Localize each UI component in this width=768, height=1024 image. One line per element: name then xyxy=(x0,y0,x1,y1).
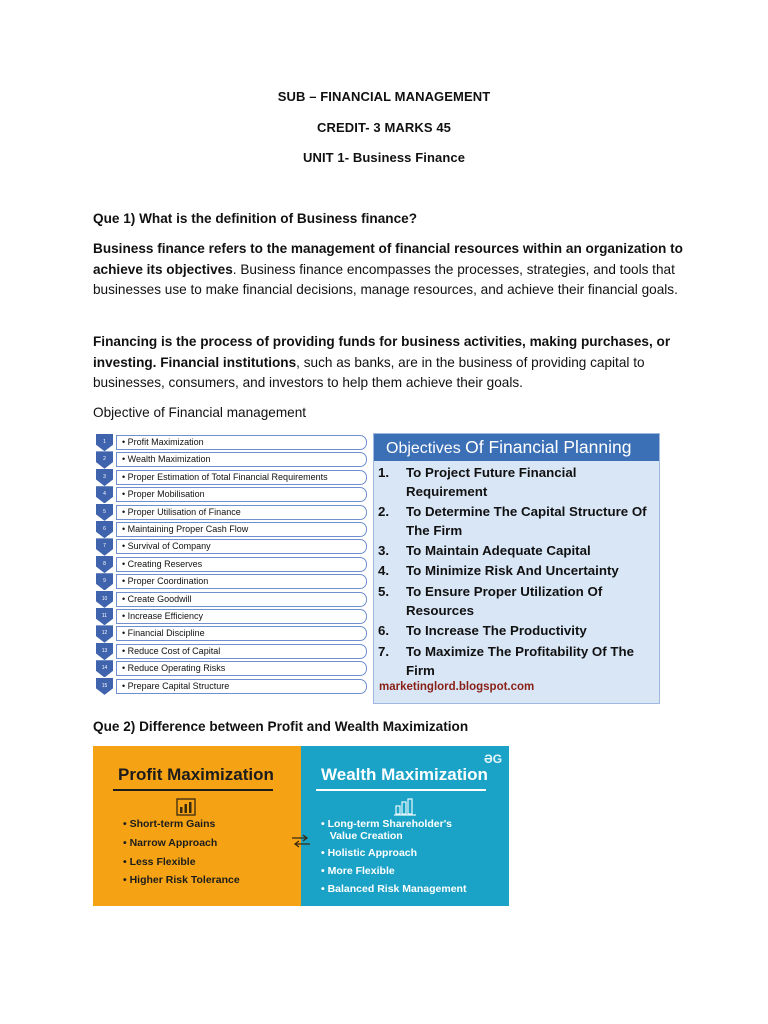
planning-item-number: 1. xyxy=(378,465,390,480)
planning-item-text: To Determine The Capital Structure Of The Firm xyxy=(406,504,647,538)
objective-label: • Proper Estimation of Total Financial Requirements xyxy=(116,470,367,485)
planning-item-number: 5. xyxy=(378,584,390,599)
planning-item-text: To Maintain Adequate Capital xyxy=(406,543,591,558)
planning-item-number: 7. xyxy=(378,644,390,659)
objective-label: • Reduce Operating Risks xyxy=(116,661,367,676)
objective-label: • Increase Efficiency xyxy=(116,609,367,624)
objective-row xyxy=(93,538,370,555)
objective-label: • Proper Mobilisation xyxy=(116,487,367,502)
wealth-maximization-title: Wealth Maximization xyxy=(321,765,488,784)
objective-number: 6 xyxy=(103,526,106,532)
building-chart-icon xyxy=(394,798,416,819)
wealth-item: Value Creation xyxy=(321,830,403,842)
planning-item-number: 6. xyxy=(378,623,390,638)
objective-number: 1 xyxy=(103,439,106,445)
wealth-item: • Holistic Approach xyxy=(321,847,418,859)
planning-title-big: Of Financial Planning xyxy=(465,437,632,457)
objective-label: • Wealth Maximization xyxy=(116,452,367,467)
gfg-logo: ƏG xyxy=(484,752,503,766)
credit-marks: CREDIT- 3 MARKS 45 xyxy=(317,120,451,135)
planning-item-number: 4. xyxy=(378,563,390,578)
objective-label: • Financial Discipline xyxy=(116,626,367,641)
wealth-maximization-column xyxy=(301,746,509,906)
objective-number: 13 xyxy=(101,647,108,654)
objectives-list-figure xyxy=(93,434,370,702)
profit-item: • Higher Risk Tolerance xyxy=(123,874,240,886)
objective-row xyxy=(93,591,370,608)
unit-title: UNIT 1- Business Finance xyxy=(302,150,466,165)
objective-label: • Survival of Company xyxy=(116,539,367,554)
planning-item-number: 3. xyxy=(378,543,390,558)
objective-label: • Maintaining Proper Cash Flow xyxy=(116,522,367,537)
objective-row xyxy=(93,451,370,468)
objective-row xyxy=(93,434,370,451)
objective-row xyxy=(93,625,370,642)
question-2: Que 2) Difference between Profit and Wealth Maximization xyxy=(93,719,469,734)
objective-label: • Create Goodwill xyxy=(116,592,367,607)
objective-row xyxy=(93,486,370,503)
planning-title-small: Objectives xyxy=(386,440,466,457)
profit-maximization-title: Profit Maximization xyxy=(118,765,274,784)
objective-label: • Reduce Cost of Capital xyxy=(116,644,367,659)
objective-number: 9 xyxy=(103,578,106,585)
wealth-title-rule xyxy=(316,789,486,791)
paragraph-1-rest: . Business finance encompasses the processes, strategies, and tools that businesses use to make financial decisions, manage resources, and achieve their financial goals. xyxy=(93,261,678,297)
chart-icon xyxy=(176,798,196,819)
objective-label: • Profit Maximization xyxy=(116,435,367,450)
objective-row xyxy=(93,660,370,677)
objective-label: • Proper Utilisation of Finance xyxy=(116,505,367,520)
objective-label: • Proper Coordination xyxy=(116,574,367,589)
profit-title-rule xyxy=(113,789,273,791)
planning-panel-title xyxy=(374,434,659,461)
objective-number: 5 xyxy=(103,508,106,515)
objective-number: 11 xyxy=(101,613,108,619)
financial-planning-panel xyxy=(373,433,660,704)
paragraph-1-bold: Business finance refers to the management of financial resources within an organization to achieve its objectives xyxy=(93,241,683,277)
planning-item-text: To Project Future Financial Requirement xyxy=(406,465,577,499)
planning-item-text: To Ensure Proper Utilization Of Resources xyxy=(406,584,603,618)
objective-row xyxy=(93,608,370,625)
planning-item-text: To Maximize The Profitability Of The Firm xyxy=(406,644,635,678)
paragraph-2-bold: Financing is the process of providing funds for business activities, making purchases, or investing. Financial institutions xyxy=(93,334,671,370)
objective-row xyxy=(93,556,370,573)
objective-row xyxy=(93,678,370,695)
objective-number: 3 xyxy=(103,473,106,480)
objective-row xyxy=(93,573,370,590)
objective-label: • Creating Reserves xyxy=(116,557,367,572)
objective-number: 10 xyxy=(101,595,108,602)
wealth-item: • More Flexible xyxy=(321,865,395,877)
objective-number: 12 xyxy=(101,630,108,637)
profit-maximization-column xyxy=(93,746,301,906)
paragraph-financing xyxy=(93,332,683,394)
profit-vs-wealth-figure xyxy=(93,746,509,906)
question-1: Que 1) What is the definition of Business finance? xyxy=(93,211,418,226)
objective-label: • Prepare Capital Structure xyxy=(116,679,367,694)
paragraph-2-rest: , such as banks, are in the business of providing capital to businesses, consumers, and investors to help them achieve their goals. xyxy=(93,354,645,390)
wealth-item: • Long-term Shareholder's xyxy=(321,818,453,830)
profit-item: • Less Flexible xyxy=(123,856,196,868)
objective-number: 4 xyxy=(103,491,106,498)
profit-item: • Short-term Gains xyxy=(123,818,216,830)
objective-row xyxy=(93,469,370,486)
subject-title: SUB – FINANCIAL MANAGEMENT xyxy=(277,89,491,104)
objective-row xyxy=(93,521,370,538)
paragraph-business-finance xyxy=(93,239,683,301)
planning-item-text: To Increase The Productivity xyxy=(406,623,587,638)
planning-item-text: To Minimize Risk And Uncertainty xyxy=(406,563,619,578)
objective-row xyxy=(93,643,370,660)
objective-number: 2 xyxy=(103,456,106,463)
exchange-icon xyxy=(290,834,312,851)
wealth-item: • Balanced Risk Management xyxy=(321,883,467,895)
profit-item: • Narrow Approach xyxy=(123,837,218,849)
objective-number: 14 xyxy=(101,665,108,672)
planning-item-number: 2. xyxy=(378,504,390,519)
objective-heading: Objective of Financial management xyxy=(93,405,307,420)
planning-source: marketinglord.blogspot.com xyxy=(379,681,535,693)
objective-number: 7 xyxy=(103,543,106,550)
objective-number: 8 xyxy=(103,560,106,567)
objective-row xyxy=(93,504,370,521)
objective-number: 15 xyxy=(101,682,108,689)
